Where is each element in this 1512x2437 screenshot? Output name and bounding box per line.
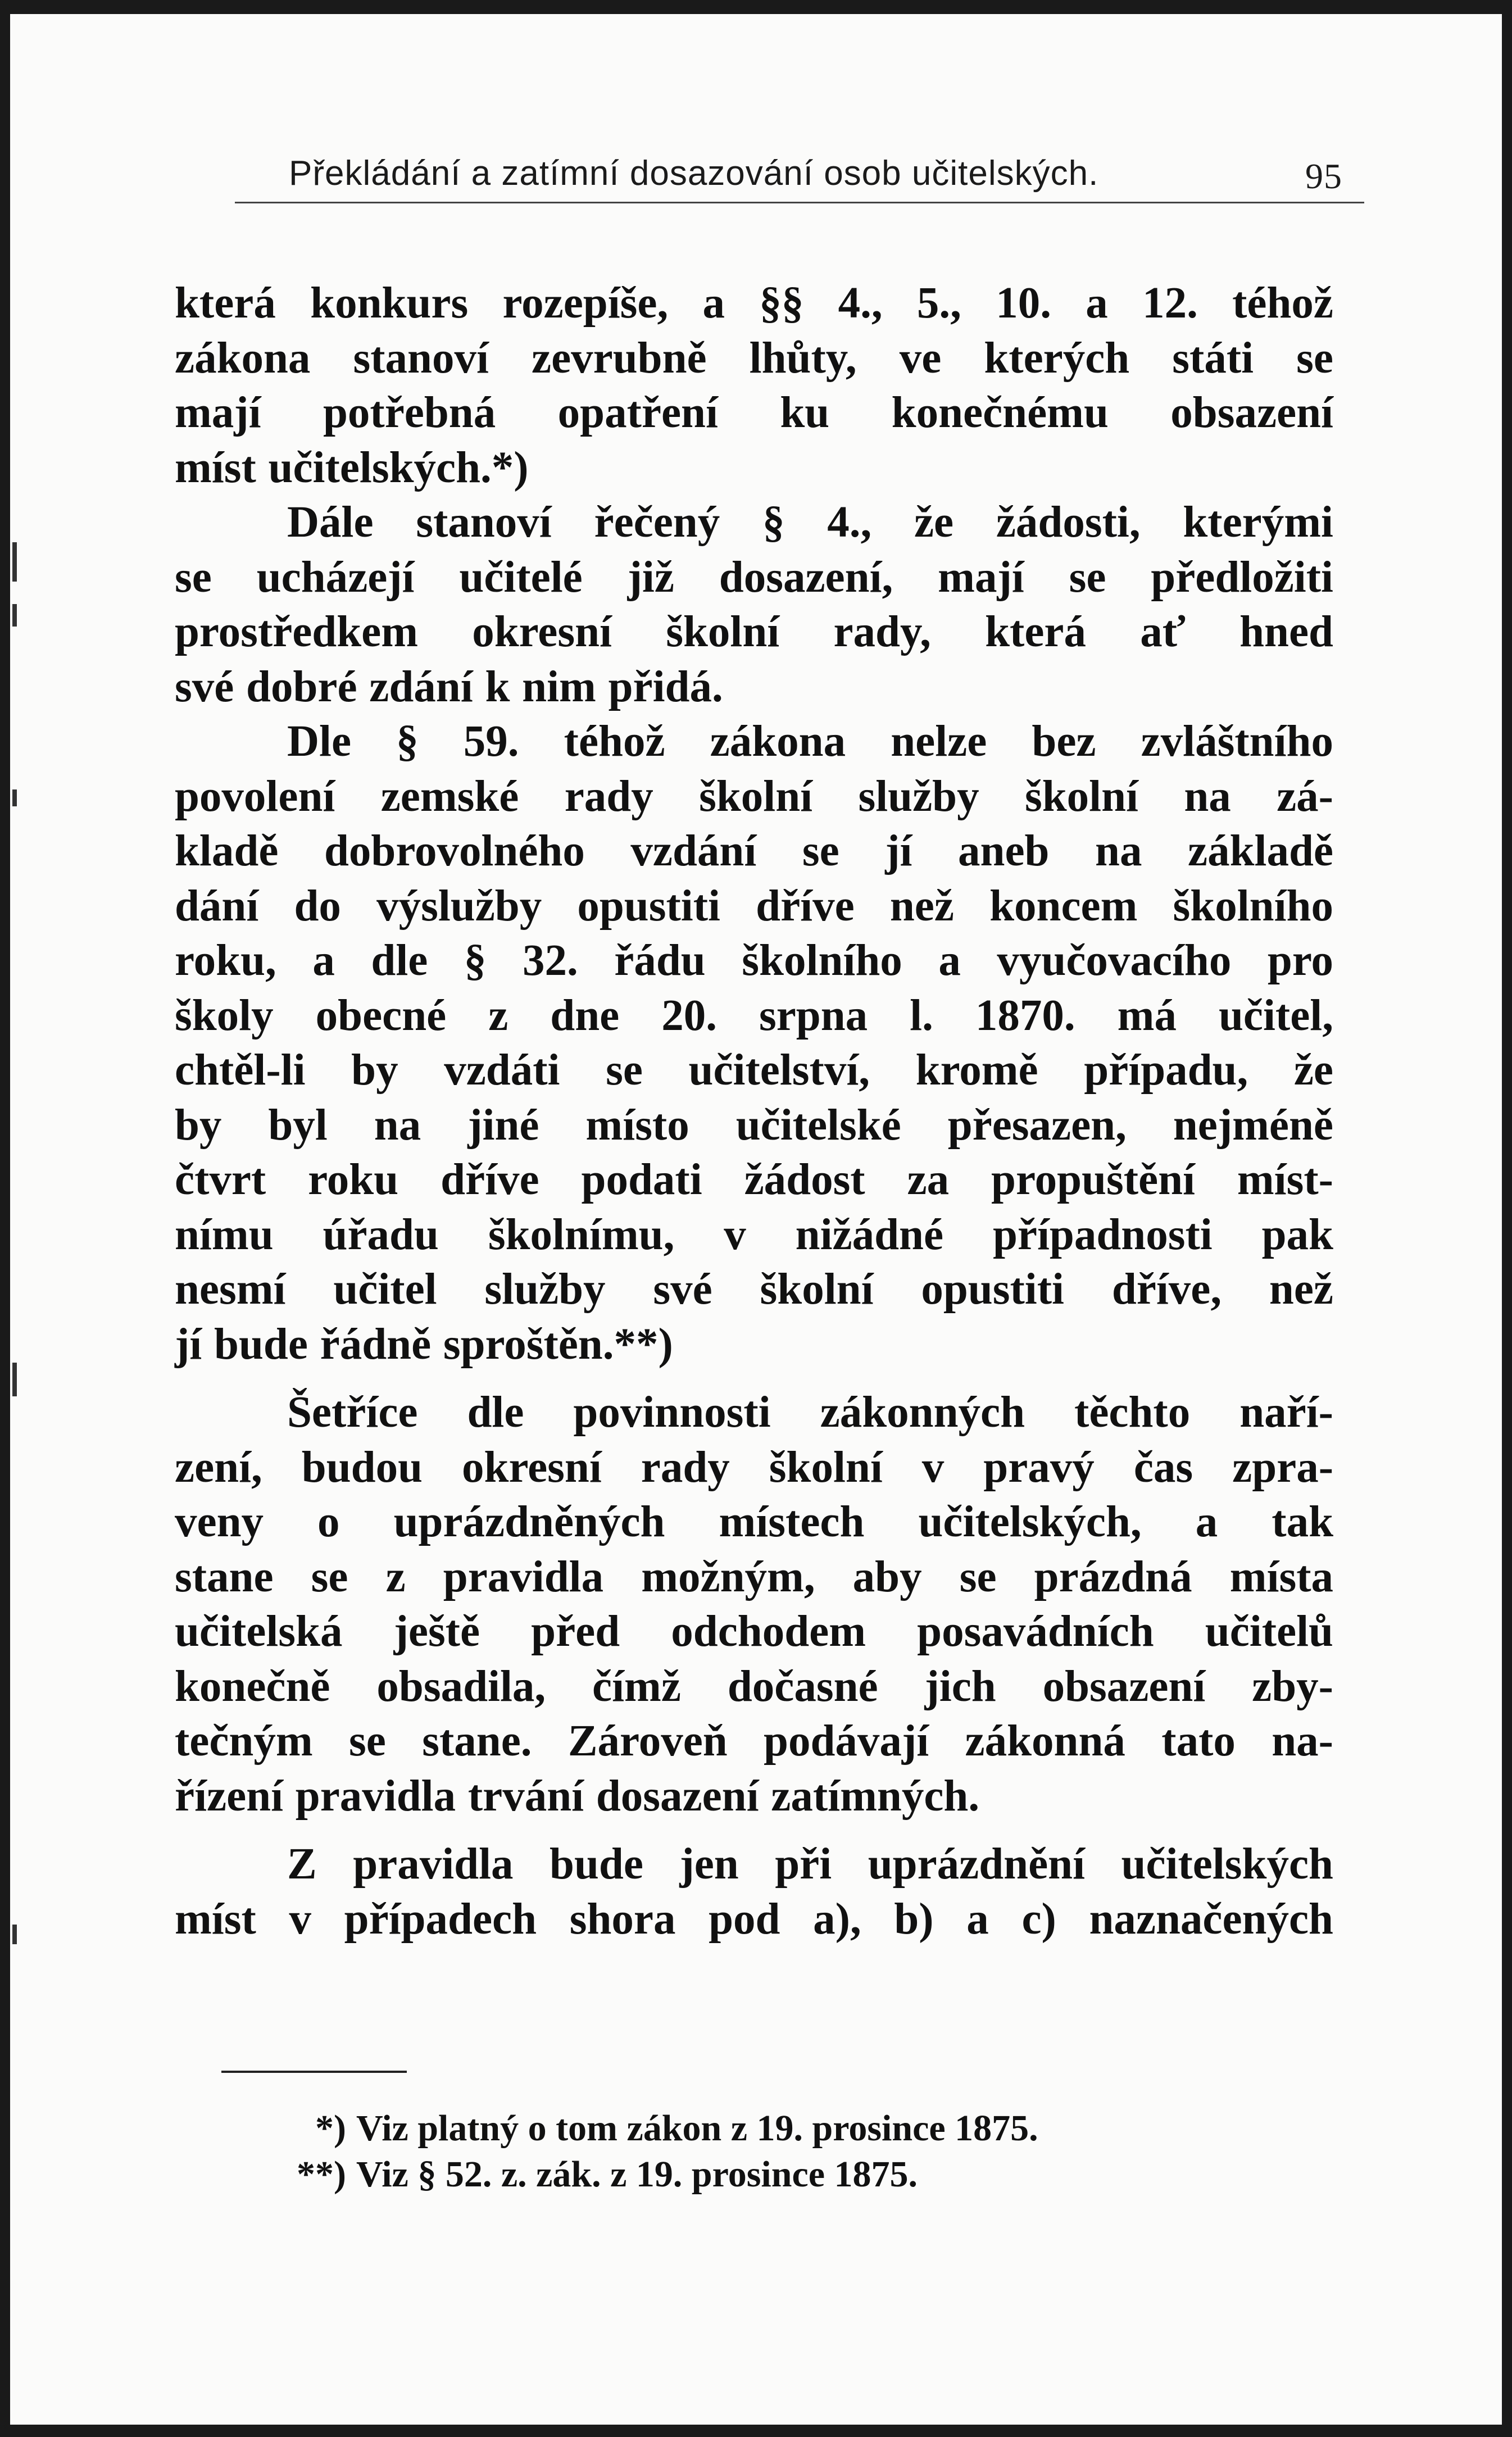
text-line: povolení zemské rady školní služby školní na zá-: [175, 772, 1333, 821]
footnote-mark: **): [297, 2154, 346, 2195]
paragraph-2: [175, 495, 1333, 714]
text-line: roku, a dle § 32. řádu školního a vyučovacího pro: [175, 936, 1333, 985]
text-line: Z pravidla bude jen při uprázdnění učitelských: [287, 1840, 1333, 1889]
text-line: konečně obsadila, čímž dočasné jich obsazení zby-: [175, 1662, 1333, 1711]
text-line: zení, budou okresní rady školní v pravý čas zpra-: [175, 1442, 1333, 1492]
text-line: řízení pravidla trvání dosazení zatímných.: [175, 1771, 980, 1821]
text-line: se ucházejí učitelé již dosazení, mají se předložiti: [175, 552, 1333, 602]
body-text: [175, 276, 1333, 1946]
text-line: míst v případech shora pod a), b) a c) naznačených: [175, 1894, 1333, 1944]
text-line: by byl na jiné místo učitelské přesazen, nejméně: [175, 1100, 1333, 1150]
text-line: učitelská ještě před odchodem posavádních učitelů: [175, 1607, 1333, 1656]
paragraph-5: [175, 1837, 1333, 1946]
binding-edge: [10, 520, 25, 1981]
text-line: která konkurs rozepíše, a §§ 4., 5., 10. a 12. téhož: [175, 279, 1333, 328]
paragraph-4: [175, 1385, 1333, 1823]
text-line: veny o uprázdněných místech učitelských, a tak: [175, 1497, 1333, 1546]
text-line: nesmí učitel služby své školní opustiti dříve, než: [175, 1265, 1333, 1314]
text-line: své dobré zdání k nim přidá.: [175, 662, 723, 711]
text-line: čtvrt roku dříve podati žádost za propuštění míst-: [175, 1155, 1333, 1204]
running-title: Překládání a zatímní dosazování osob učitelských.: [289, 154, 1099, 193]
footnote-text: Viz § 52. z. zák. z 19. prosince 1875.: [356, 2154, 918, 2195]
text-line: dání do výslužby opustiti dříve než koncem školního: [175, 881, 1333, 931]
text-line: Šetříce dle povinnosti zákonných těchto naří-: [287, 1388, 1333, 1437]
text-line: školy obecné z dne 20. srpna l. 1870. má učitel,: [175, 991, 1333, 1040]
footnote-2: [279, 2152, 1290, 2198]
footnote-rule: [221, 2071, 407, 2073]
text-line: Dále stanoví řečený § 4., že žádosti, kterými: [287, 498, 1333, 547]
page-number: 95: [1305, 156, 1342, 196]
book-page: [10, 14, 1502, 2425]
text-line: kladě dobrovolného vzdání se jí aneb na základě: [175, 827, 1333, 875]
footnote-mark: *): [315, 2108, 346, 2149]
text-line: mají potřebná opatření ku konečnému obsazení: [175, 388, 1333, 437]
paragraph-1: [175, 276, 1333, 495]
header-rule: [235, 202, 1364, 203]
text-line: nímu úřadu školnímu, v nižádné případnosti pak: [175, 1210, 1333, 1259]
text-line: jí bude řádně sproštěn.**): [175, 1319, 673, 1369]
text-line: stane se z pravidla možným, aby se prázdná místa: [175, 1552, 1333, 1601]
footnote-text: Viz platný o tom zákon z 19. prosince 1875.: [356, 2108, 1038, 2149]
running-header: [289, 142, 1342, 196]
text-line: zákona stanoví zevrubně lhůty, ve kterých státi se: [175, 333, 1333, 383]
text-line: prostředkem okresní školní rady, která ať hned: [175, 607, 1333, 656]
text-line: chtěl-li by vzdáti se učitelství, kromě případu, že: [175, 1046, 1333, 1095]
footnote-1: [279, 2105, 1290, 2152]
text-line: tečným se stane. Zároveň podávají zákonná tato na-: [175, 1717, 1333, 1766]
text-line: míst učitelských.*): [175, 443, 529, 492]
paragraph-3: [175, 714, 1333, 1372]
text-line: Dle § 59. téhož zákona nelze bez zvláštního: [287, 717, 1333, 766]
footnotes: [279, 2105, 1290, 2198]
